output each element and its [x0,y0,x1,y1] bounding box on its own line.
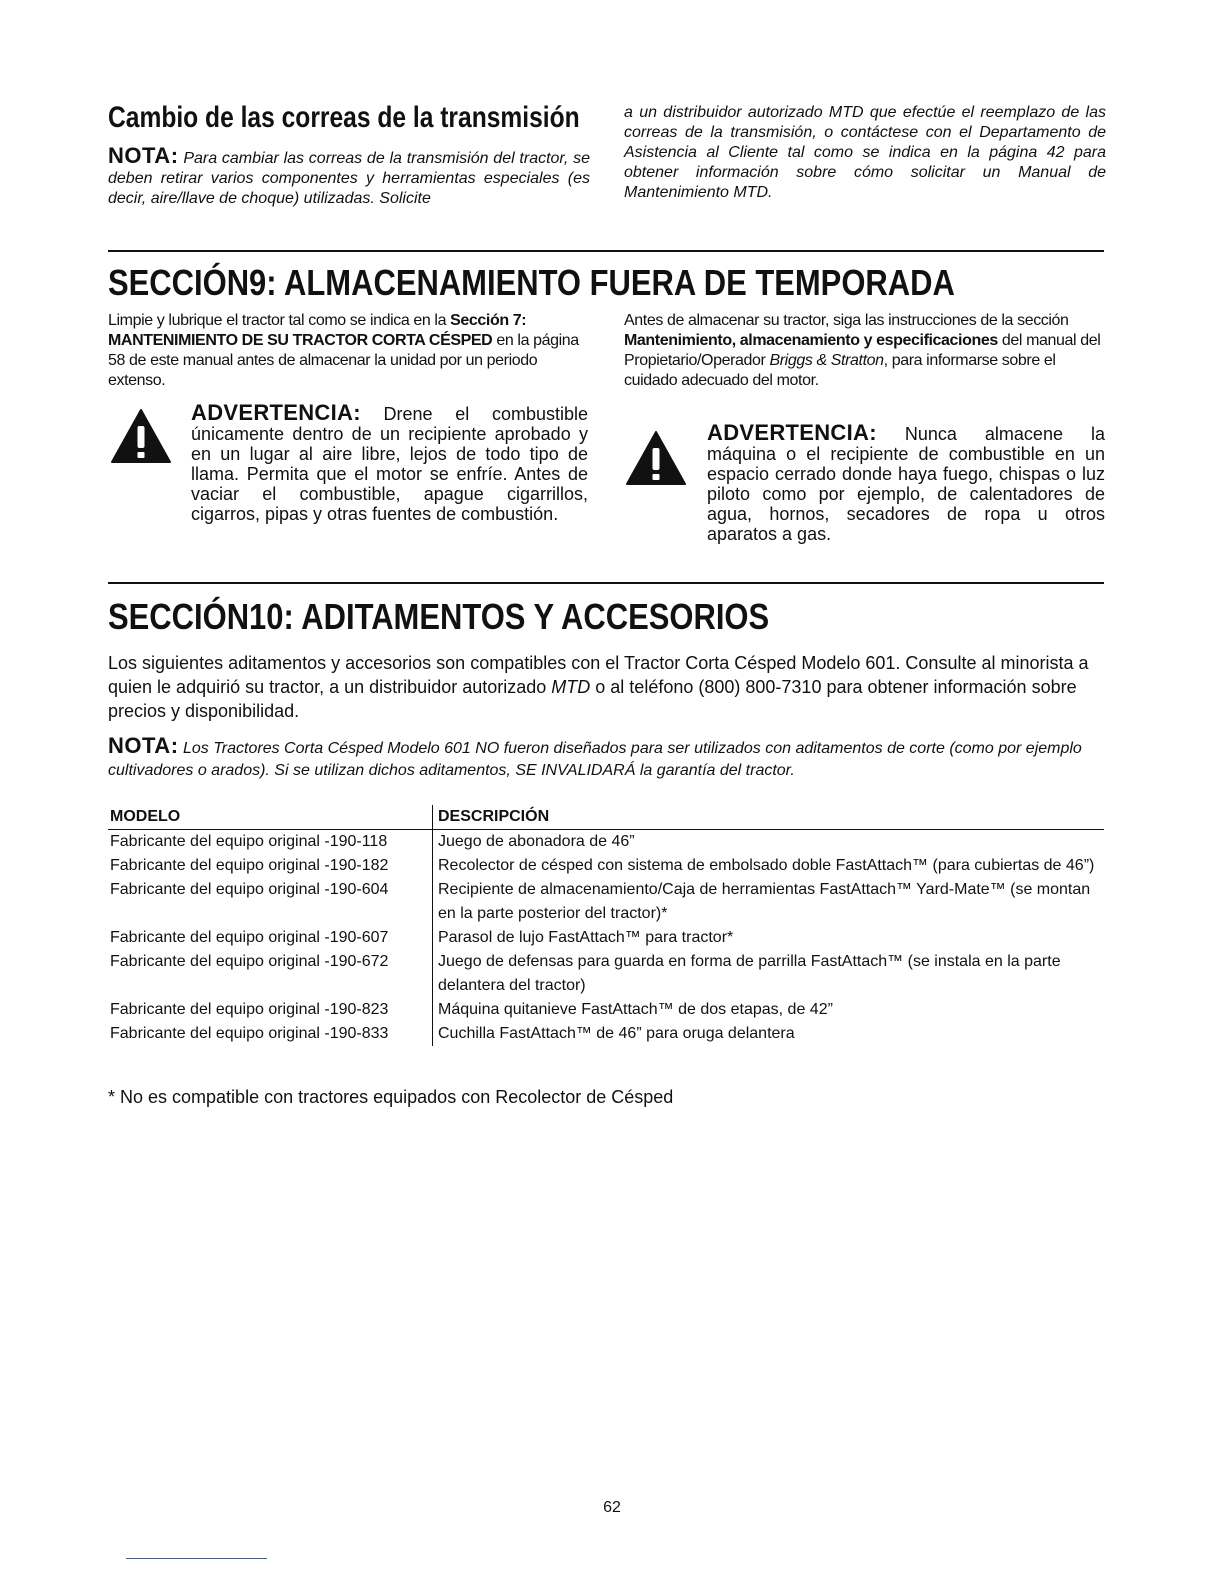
section9-left-intro-text-2: en la página 58 de este manual antes de almacenar la unidad por un periodo extenso. [108,332,579,389]
section10-title: SECCIÓN10: ADITAMENTOS Y ACCESORIOS [108,596,770,637]
table-cell-description: Recipiente de almacenamiento/Caja de herramientas FastAttach™ Yard-Mate™ (se montan en la parte posterior del tractor)* [432,878,1104,926]
page-number: 62 [603,1499,621,1516]
section9-title: SECCIÓN9: ALMACENAMIENTO FUERA DE TEMPORADA [108,262,955,303]
table-row [108,926,1104,950]
belts-heading: Cambio de las correas de la transmisión [108,101,580,134]
section10-intro-text-1: Los siguientes aditamentos y accesorios son compatibles con el Tractor Corta Césped Modelo 601. Consulte al minorista a quien le adquirió su tractor, a un distribuidor autorizado [108,653,1089,697]
belts-nota-continued: a un distribuidor autorizado MTD que efectúe el reemplazo de las correas de la transmisión, o contáctese con el Departamento de Asistencia al Cliente tal como se indica en la página 42 para obtener información sobre cómo solicitar un Manual de Mantenimiento MTD. [624,104,1106,201]
table-row [108,950,1104,998]
section9-left-intro [108,311,590,391]
table-cell-model: Fabricante del equipo original -190-672 [110,953,389,970]
section10-intro-mtd: MTD [551,677,591,697]
warning-triangle-icon [625,430,687,486]
section9-right-intro-italic: Briggs & Stratton [769,352,884,369]
section10-nota [108,735,1106,782]
belts-nota [108,143,590,209]
warning2 [707,420,1105,544]
warning1-text: Drene el combustible únicamente dentro de un recipiente aprobado y en un lugar al aire libre, lejos de todo tipo de llama. Permita que el motor se enfríe. Antes de vaciar el combustible, apague cigarrillos, cigarros, pipas y otras fuentes de combustión. [191,404,588,524]
warning1-label: ADVERTENCIA: [191,400,361,425]
section9-left-intro-text-1: Limpie y lubrique el tractor tal como se indica en la [108,312,451,329]
warning1 [191,400,588,524]
table-cell-description: Juego de abonadora de 46” [432,830,1104,854]
table-cell-description: Cuchilla FastAttach™ de 46” para oruga delantera [432,1022,1104,1046]
section10-nota-label: NOTA: [108,733,179,758]
table-row [108,998,1104,1022]
warning2-text: Nunca almacene la máquina o el recipiente de combustible en un espacio cerrado donde haya fuego, chispas o luz piloto como por ejemplo, de calentadores de agua, hornos, secadores de ropa u otros aparatos a gas. [707,424,1105,544]
table-cell-model: Fabricante del equipo original -190-118 [110,833,388,850]
table-cell-description: Máquina quitanieve FastAttach™ de dos etapas, de 42” [432,998,1104,1022]
table-cell-model: Fabricante del equipo original -190-182 [110,857,389,874]
section9-right-intro-text-1: Antes de almacenar su tractor, siga las instrucciones de la sección [624,312,1069,329]
belts-nota-text: Para cambiar las correas de la transmisión del tractor, se deben retirar varios componentes y herramientas especiales (es decir, aire/llave de choque) utilizadas. Solicite [108,150,590,207]
accessories-table [108,805,1104,1046]
table-cell-model: Fabricante del equipo original -190-607 [110,929,389,946]
table-row [108,1022,1104,1046]
table-header-model: MODELO [110,808,181,825]
section-divider-9 [108,250,1104,252]
table-header [108,805,1104,830]
section9-right-intro [624,311,1106,391]
table-cell-model: Fabricante del equipo original -190-604 [110,881,389,898]
table-cell-description: Juego de defensas para guarda en forma de parrilla FastAttach™ (se instala en la parte delantera del tractor) [432,950,1104,998]
section-divider-10 [108,582,1104,584]
table-cell-model: Fabricante del equipo original -190-833 [110,1025,389,1042]
table-cell-description: Parasol de lujo FastAttach™ para tractor* [432,926,1104,950]
section9-left-intro-ref: Sección 7: MANTENIMIENTO DE SU TRACTOR CORTA CÉSPED [108,312,527,349]
warning2-label: ADVERTENCIA: [707,420,877,445]
section9-right-intro-text-3: , para informarse sobre el cuidado adecuado del motor. [624,352,1056,389]
table-row [108,878,1104,926]
section9-right-intro-bold: Mantenimiento, almacenamiento y especificaciones [624,332,998,349]
warning-triangle-icon [110,408,172,464]
section10-intro [108,651,1104,723]
table-header-description: DESCRIPCIÓN [432,805,1104,829]
table-row [108,854,1104,878]
section10-nota-text: Los Tractores Corta Césped Modelo 601 NO fueron diseñados para ser utilizados con aditamentos de corte (como por ejemplo cultivadores o arados). Si se utilizan dichos aditamentos, SE INVALIDARÁ la garantía del tractor. [108,740,1082,779]
table-row [108,830,1104,854]
belts-nota-label: NOTA: [108,143,179,168]
table-cell-description: Recolector de césped con sistema de embolsado doble FastAttach™ (para cubiertas de 46”) [432,854,1104,878]
section9-right-intro-text-2: del manual del Propietario/Operador [624,332,1101,369]
table-footnote: * No es compatible con tractores equipados con Recolector de Césped [108,1087,674,1107]
section10-intro-text-2: o al teléfono (800) 800-7310 para obtener información sobre precios y disponibilidad. [108,677,1077,721]
bottom-link-underline [126,1558,267,1559]
table-cell-model: Fabricante del equipo original -190-823 [110,1001,389,1018]
